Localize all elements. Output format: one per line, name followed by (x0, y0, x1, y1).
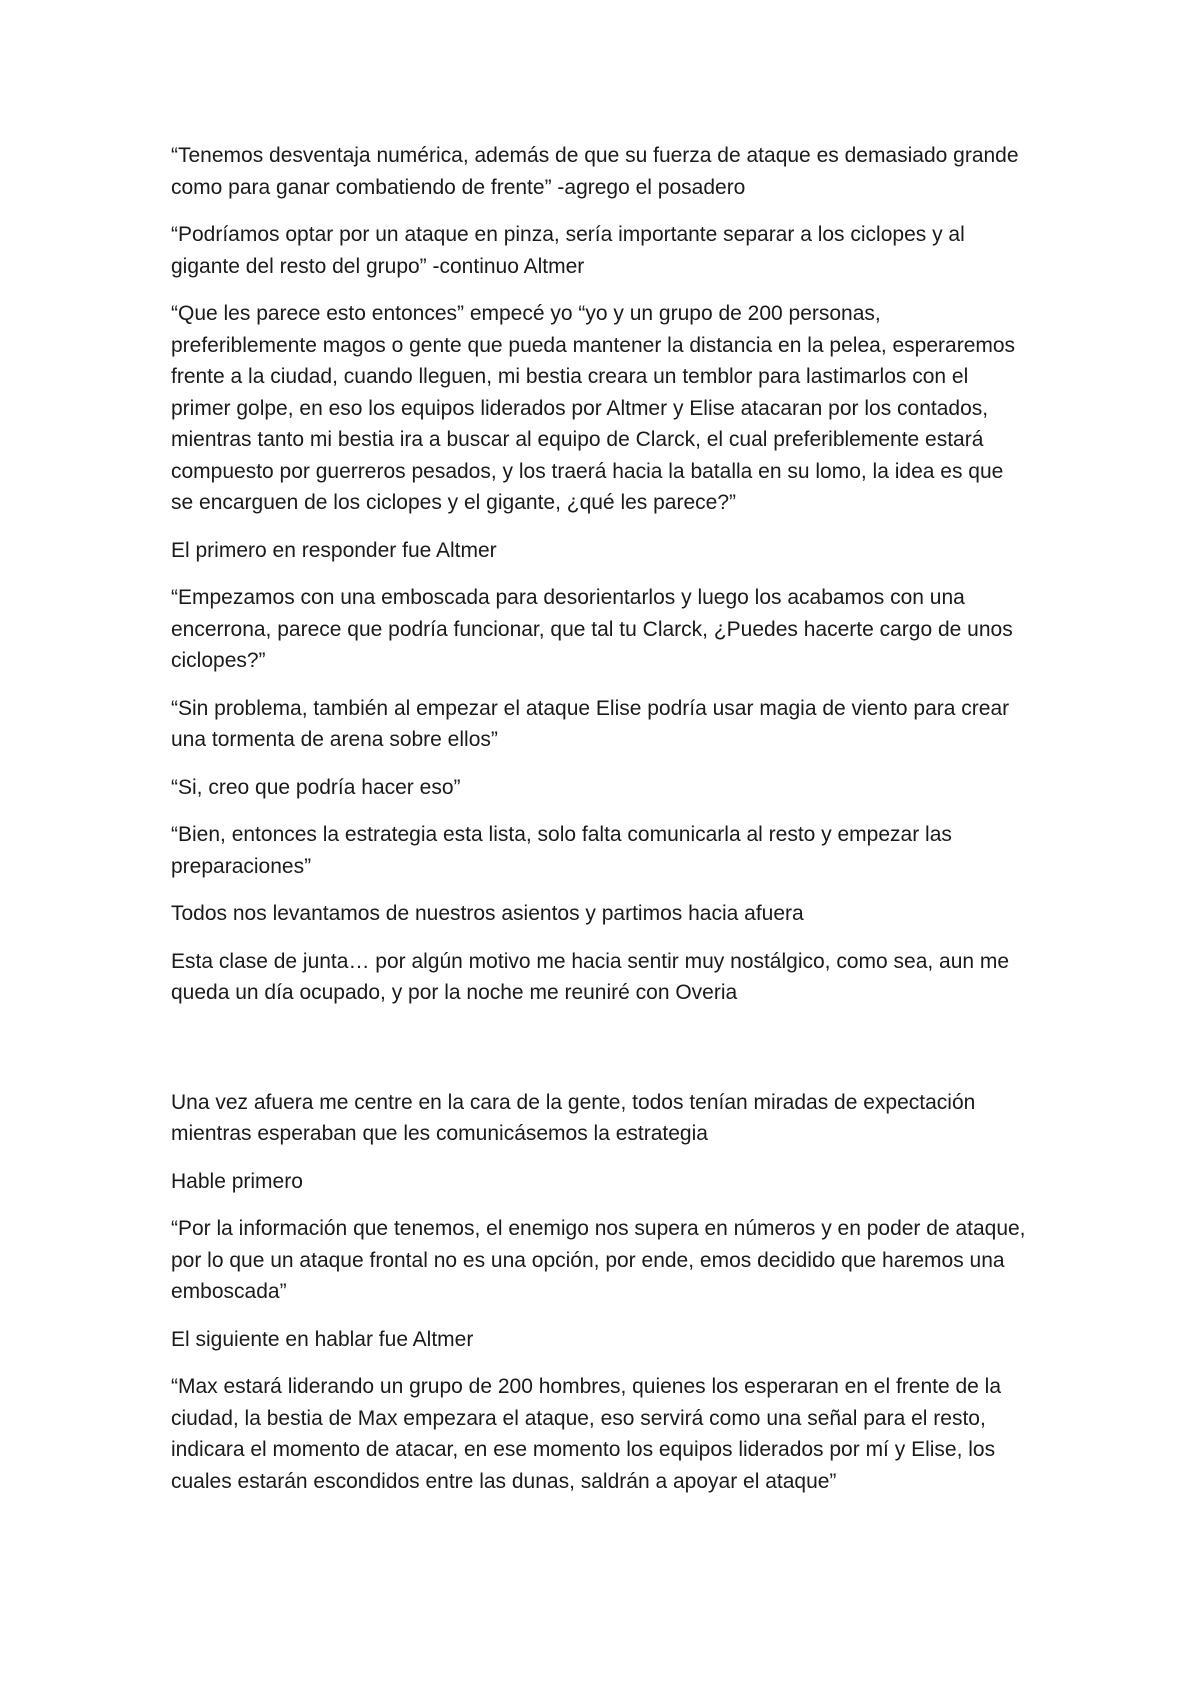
paragraph: “Tenemos desventaja numérica, además de que su fuerza de ataque es demasiado grande como para ganar combatiendo de frente” -agrego el posadero (171, 144, 1019, 199)
paragraph: “Max estará liderando un grupo de 200 hombres, quienes los esperaran en el frente de la ciudad, la bestia de Max empezara el ataque, eso servirá como una señal para el resto, indicara el momento de atacar, en ese momento los equipos liderados por mí y Elise, los cuales estarán escondidos entre las dunas, saldrán a apoyar el ataque” (171, 1375, 1002, 1493)
paragraph: Hable primero (171, 1169, 303, 1193)
paragraph: El primero en responder fue Altmer (171, 538, 497, 562)
paragraph: Esta clase de junta… por algún motivo me hacia sentir muy nostálgico, como sea, aun me queda un día ocupado, y por la noche me reuniré con Overia (171, 949, 1010, 1004)
document-body (171, 140, 1031, 1513)
paragraph: Una vez afuera me centre en la cara de la gente, todos tenían miradas de expectación mientras esperaban que les comunicásemos la estrategia (171, 1090, 976, 1145)
paragraph: Todos nos levantamos de nuestros asientos y partimos hacia afuera (171, 902, 804, 925)
section-break (171, 1025, 1031, 1087)
paragraph: El siguiente en hablar fue Altmer (171, 1327, 474, 1351)
paragraph: “Sin problema, también al empezar el ataque Elise podría usar magia de viento para crear una tormenta de arena sobre ellos” (171, 696, 1010, 751)
paragraph: “Bien, entonces la estrategia esta lista, solo falta comunicarla al resto y empezar las preparaciones” (171, 823, 952, 878)
paragraph: “Empezamos con una emboscada para desorientarlos y luego los acabamos con una encerrona, parece que podría funcionar, que tal tu Clarck, ¿Puedes hacerte cargo de unos ciclopes?” (171, 586, 1013, 672)
paragraph: “Que les parece esto entonces” empecé yo “yo y un grupo de 200 personas, preferiblemente magos o gente que pueda mantener la distancia en la pelea, esperaremos frente a la ciudad, cuando lleguen, mi bestia creara un temblor para lastimarlos con el primer golpe, en eso los equipos liderados por Altmer y Elise atacaran por los contados, mientras tanto mi bestia ira a buscar al equipo de Clarck, el cual preferiblemente estará compuesto por guerreros pesados, y los traerá hacia la batalla en su lomo, la idea es que se encarguen de los ciclopes y el gigante, ¿qué les parece?” (171, 302, 1016, 514)
paragraph: “Si, creo que podría hacer eso” (171, 775, 461, 799)
paragraph: “Por la información que tenemos, el enemigo nos supera en números y en poder de ataque, por lo que un ataque frontal no es una opción, por ende, emos decidido que haremos una emboscada” (171, 1217, 1026, 1303)
paragraph: “Podríamos optar por un ataque en pinza, sería importante separar a los ciclopes y al gigante del resto del grupo” -continuo Altmer (171, 223, 965, 278)
